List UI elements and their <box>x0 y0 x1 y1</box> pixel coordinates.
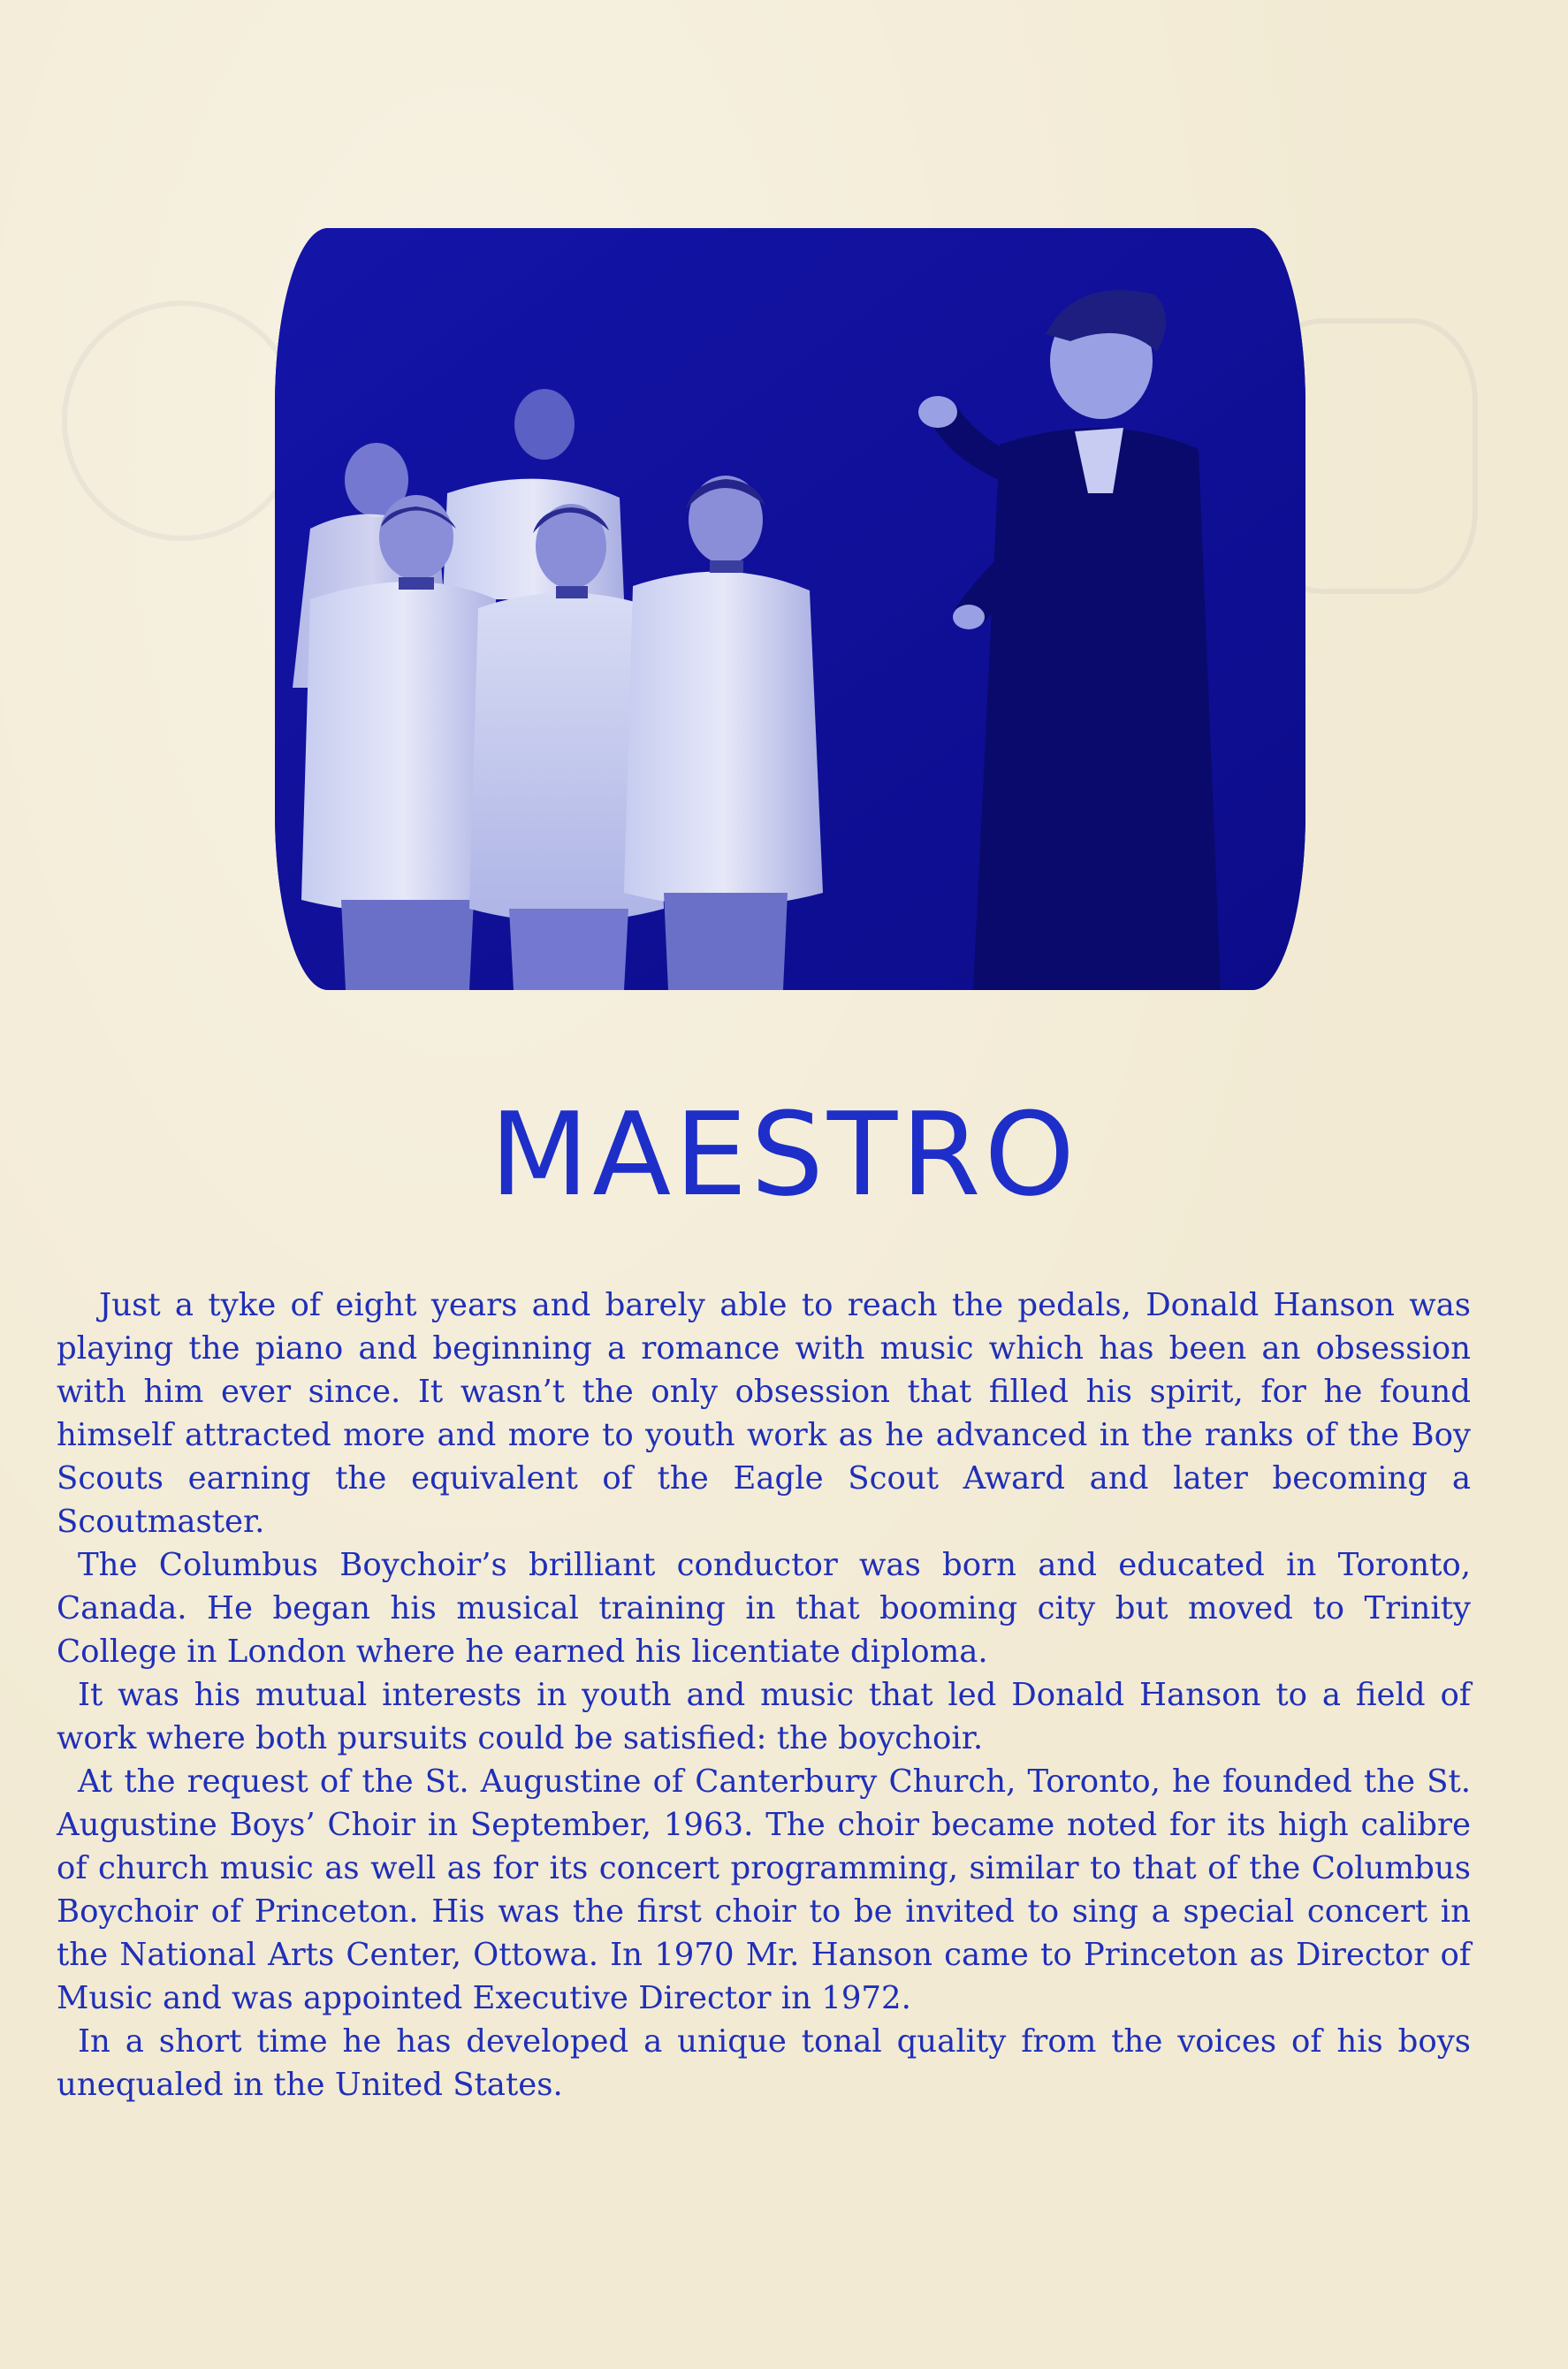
conductor-photo <box>275 228 1305 990</box>
paragraph: In a short time he has developed a unique tonal quality from the voices of his boys unequaled in the United States. <box>57 2023 1471 2103</box>
page-title: MAESTRO <box>490 1087 1078 1222</box>
paragraph: It was his mutual interests in youth and music that led Donald Hanson to a field of work where both pursuits could be satisfied: the boychoir. <box>57 1677 1471 1756</box>
paragraph: The Columbus Boychoir’s brilliant conductor was born and educated in Toronto, Canada. He began his musical training in that booming city but moved to Trinity College in London where he earned his licentiate diploma. <box>57 1547 1471 1670</box>
paragraph: At the request of the St. Augustine of Canterbury Church, Toronto, he founded the St. Augustine Boys’ Choir in September, 1963. The choir became noted for its high calibre of church music as well as for its concert programming, similar to that of the Columbus Boychoir of Princeton. His was the first choir to be invited to sing a special concert in the National Arts Center, Ottowa. In 1970 Mr. Hanson came to Princeton as Director of Music and was appointed Executive Director in 1972. <box>57 1763 1471 2016</box>
conductor-photo-image <box>275 228 1305 990</box>
bleed-through-circle <box>62 301 302 541</box>
paragraph: Just a tyke of eight years and barely able to reach the pedals, Donald Hanson was playing the piano and beginning a romance with music which has been an obsession with him ever since. It wasn’t the only obsession that filled his spirit, for he found himself attracted more and more to youth work as he advanced in the ranks of the Boy Scouts earning the equivalent of the Eagle Scout Award and later becoming a Scoutmaster. <box>57 1287 1471 1540</box>
article-body <box>57 1284 1471 2106</box>
